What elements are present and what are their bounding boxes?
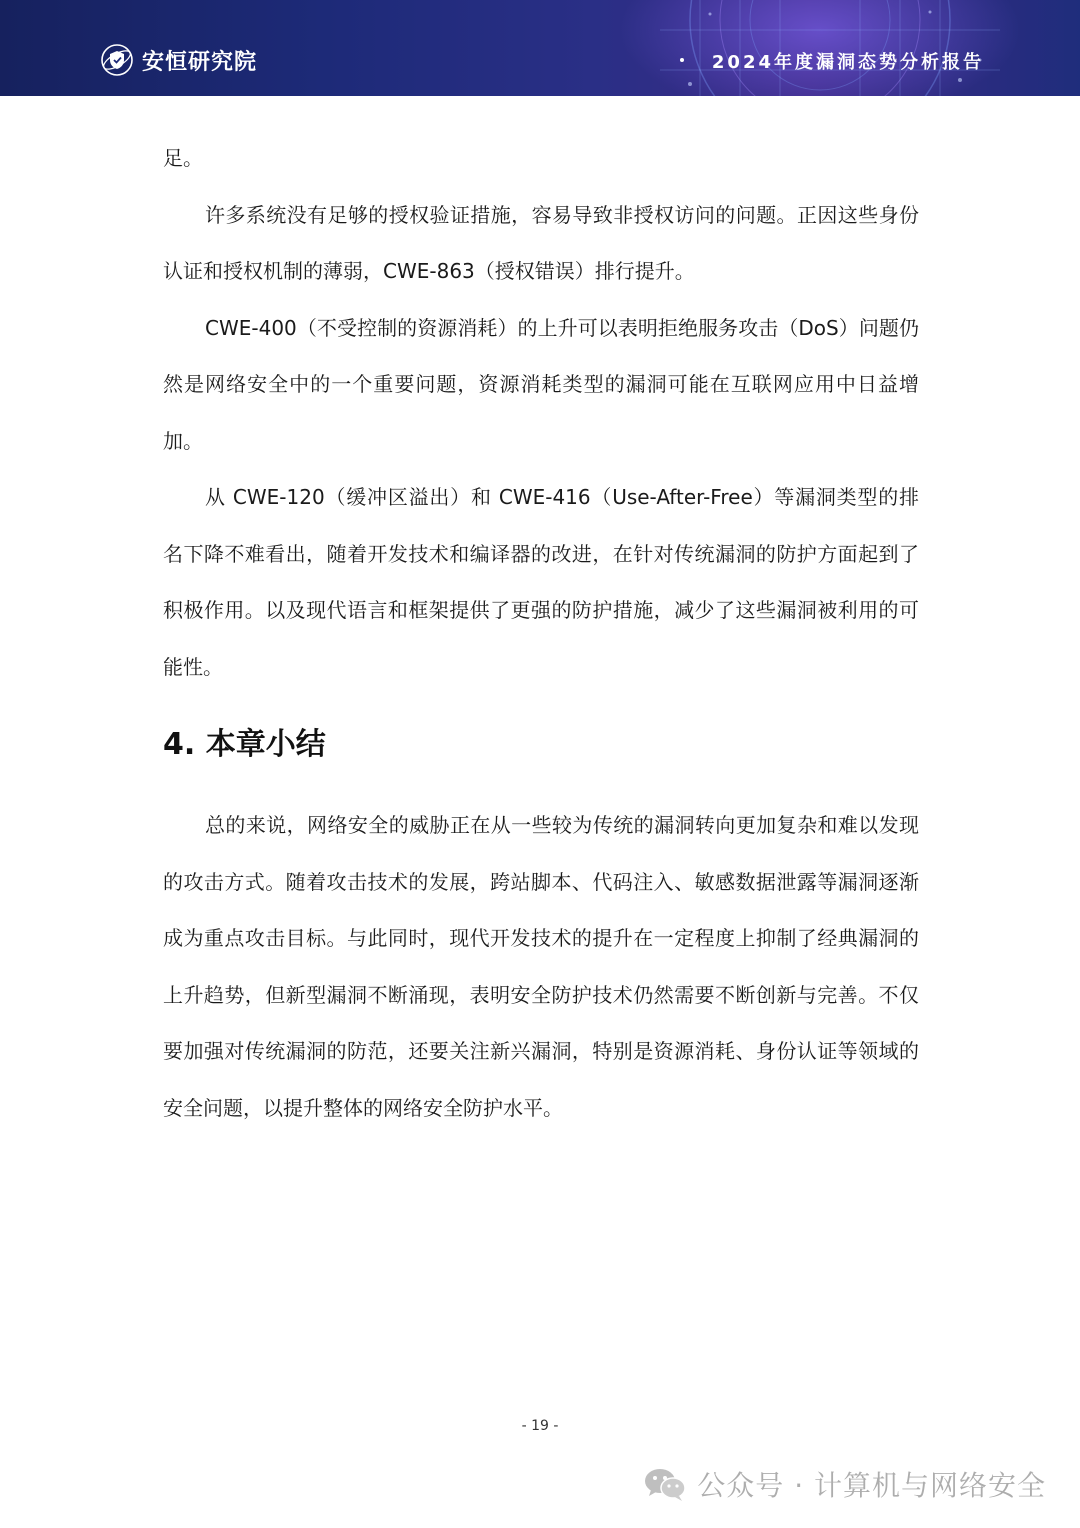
body-paragraph: CWE-400（不受控制的资源消耗）的上升可以表明拒绝服务攻击（DoS）问题仍然是网络安全中的一个重要问题，资源消耗类型的漏洞可能在互联网应用中日益增加。 [163,315,919,453]
body-paragraph: 许多系统没有足够的授权验证措施，容易导致非授权访问的问题。正因这些身份认证和授权机制的薄弱，CWE-863（授权错误）排行提升。 [163,202,919,283]
wechat-icon [643,1466,687,1502]
page-number: - 19 - [521,1418,559,1434]
section-heading: 4. 本章小结 [163,727,326,762]
report-title: 2024年度漏洞态势分析报告 [711,52,984,73]
wechat-watermark [643,1462,1046,1506]
logo-text: 安恒研究院 [142,49,258,75]
report-header-banner [0,0,1080,96]
header-separator-dot [680,58,684,62]
page-content [163,130,919,1136]
body-paragraph: 足。 [163,146,203,170]
shield-logo-icon [100,43,134,77]
body-paragraph: 从 CWE-120（缓冲区溢出）和 CWE-416（Use-After-Free）等漏洞类型的排名下降不难看出，随着开发技术和编译器的改进，在针对传统漏洞的防护方面起到了积极作用。以及现代语言和框架提供了更强的防护措施，减少了这些漏洞被利用的可能性。 [163,485,919,679]
watermark-text: 公众号 · 计算机与网络安全 [697,1469,1046,1502]
summary-paragraph: 总的来说，网络安全的威胁正在从一些较为传统的漏洞转向更加复杂和难以发现的攻击方式。随着攻击技术的发展，跨站脚本、代码注入、敏感数据泄露等漏洞逐渐成为重点攻击目标。与此同时，现代开发技术的提升在一定程度上抑制了经典漏洞的上升趋势，但新型漏洞不断涌现，表明安全防护技术仍然需要不断创新与完善。不仅要加强对传统漏洞的防范，还要关注新兴漏洞，特别是资源消耗、身份认证等领域的安全问题，以提升整体的网络安全防护水平。 [163,813,919,1120]
anheng-research-logo [100,42,257,78]
